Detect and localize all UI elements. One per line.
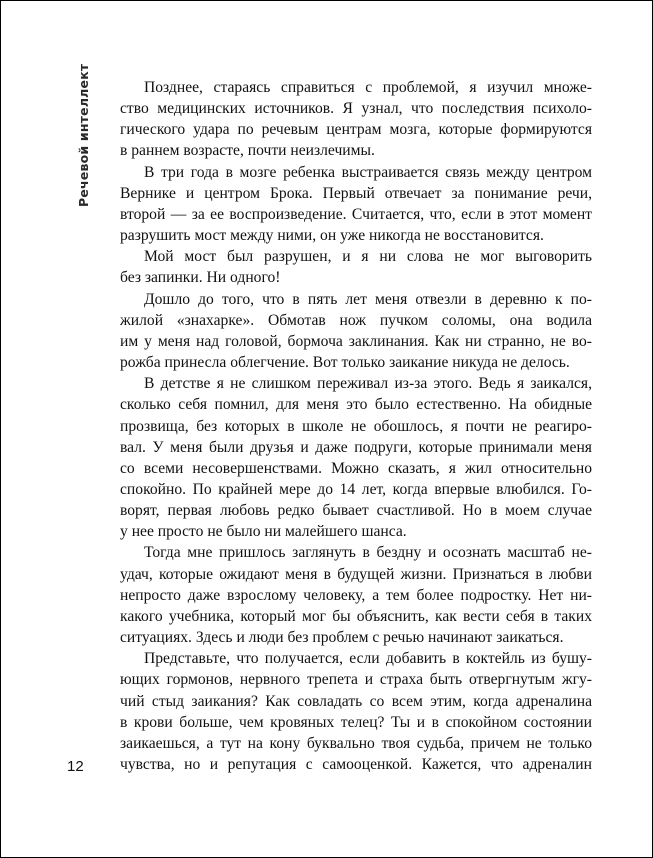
page-number: 12 bbox=[67, 758, 84, 775]
text-line: непросто даже взрослому человеку, а тем более подростку. Нет ни- bbox=[120, 586, 592, 604]
text-line: Тогда мне пришлось заглянуть в бездну и осознать масштаб не- bbox=[144, 544, 592, 562]
text-line: сколько себя помнил, для меня это было естественно. На обидные bbox=[120, 396, 592, 414]
running-head bbox=[75, 63, 93, 207]
text-line: им у меня над головой, бормоча заклинания. Как ни странно, не во- bbox=[120, 332, 592, 350]
text-line: Позднее, стараясь справиться с проблемой, я изучил множе- bbox=[144, 79, 592, 96]
text-line: ство медицинских источников. Я узнал, что последствия психоло- bbox=[120, 100, 592, 118]
running-head-text: Речевой интеллект bbox=[76, 63, 91, 207]
text-line: Дошло до того, что в пять лет меня отвезли в деревню к по- bbox=[144, 290, 592, 308]
text-line: второй — за ее воспроизведение. Считается, что, если в этот момент bbox=[120, 205, 592, 223]
text-line: со всеми несовершенствами. Можно сказать, я жил относительно bbox=[120, 459, 592, 477]
text-line: спокойно. По крайней мере до 14 лет, когда впервые влюбился. Го- bbox=[120, 480, 592, 498]
text-line: Представьте, что получается, если добавить в коктейль из бушу- bbox=[144, 650, 592, 668]
text-line: В три года в мозге ребенка выстраивается связь между центром bbox=[144, 163, 592, 181]
text-line: ворят, первая любовь редко бывает счастливой. Но в моем случае bbox=[120, 502, 592, 520]
text-line: жилой «знахарке». Обмотав нож пучком соломы, она водила bbox=[120, 311, 592, 329]
text-line: вал. У меня были друзья и даже подруги, которые принимали меня bbox=[120, 438, 592, 456]
body-text bbox=[120, 77, 592, 775]
text-line: В детстве я не слишком переживал из-за этого. Ведь я заикался, bbox=[144, 375, 592, 393]
text-line: Вернике и центром Брока. Первый отвечает за понимание речи, bbox=[120, 184, 592, 202]
text-line: удач, которые ожидают меня в будущей жизни. Признаться в любви bbox=[120, 565, 592, 583]
text-line: разрушить мост между ними, он уже никогда не восстановится. bbox=[120, 227, 544, 245]
text-line: гического удара по речевым центрам мозга, которые формируются bbox=[120, 121, 592, 139]
text-line: в раннем возрасте, почти неизлечимы. bbox=[120, 142, 375, 160]
text-line: в крови больше, чем кровяных телец? Ты и в спокойном состоянии bbox=[120, 713, 592, 731]
text-line: у нее просто не было ни малейшего шанса. bbox=[120, 523, 407, 541]
text-line: чувства, но и репутация с самооценкой. Кажется, что адреналин bbox=[120, 756, 592, 773]
text-line: какого учебника, который мог бы объяснить, как вести себя в таких bbox=[120, 607, 592, 625]
text-line: ющих гормонов, нервного трепета и страха быть отвергнутым жгу- bbox=[120, 671, 592, 689]
text-line: рожба принесла облегчение. Вот только заикание никуда не делось. bbox=[120, 354, 570, 372]
text-line: прозвища, без которых в школе не обошлось, я почти не реагиро- bbox=[120, 417, 592, 435]
text-line: ситуациях. Здесь и люди без проблем с речью начинают заикаться. bbox=[120, 629, 564, 647]
text-line: Мой мост был разрушен, и я ни слова не мог выговорить bbox=[144, 248, 592, 266]
text-line: без запинки. Ни одного! bbox=[120, 269, 281, 287]
text-line: чий стыд заикания? Как совладать со всем этим, когда адреналина bbox=[120, 692, 592, 710]
text-line: заикаешься, а тут на кону буквально твоя судьба, причем не только bbox=[120, 734, 592, 752]
